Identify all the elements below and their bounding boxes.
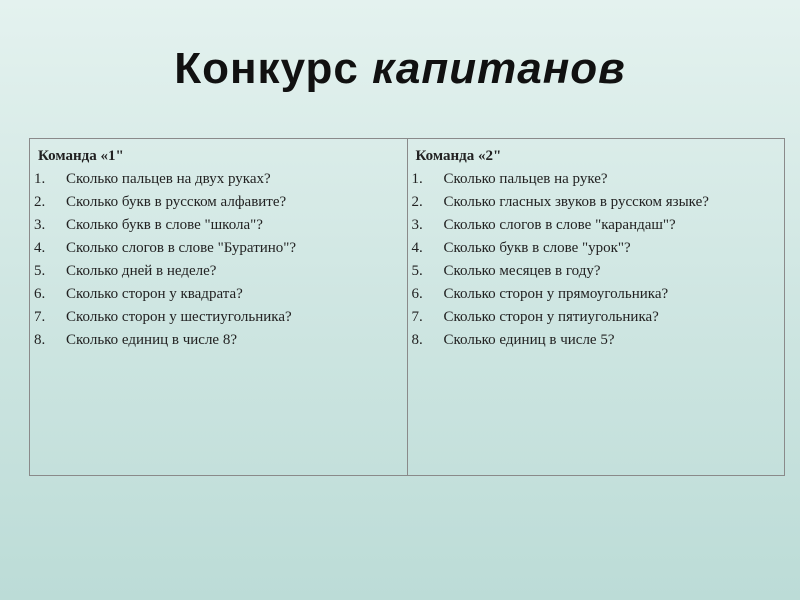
list-item — [412, 214, 779, 237]
item-number: 7. — [34, 309, 46, 325]
team-2-header: Команда «2" — [415, 148, 502, 164]
item-number: 6. — [411, 286, 423, 302]
list-item — [412, 329, 779, 352]
question-text: Сколько единиц в числе 8? — [66, 332, 237, 348]
team-2-question-list — [412, 168, 779, 352]
question-text: Сколько букв в слове "школа"? — [66, 217, 263, 233]
list-item — [34, 214, 401, 237]
item-number: 2. — [34, 194, 46, 210]
question-text: Сколько слогов в слове "Буратино"? — [66, 240, 297, 256]
title-word-captains: капитанов — [372, 44, 626, 93]
title-word-contest: Конкурс — [174, 44, 359, 93]
item-number: 6. — [34, 286, 46, 302]
list-item — [34, 283, 401, 306]
question-text: Сколько букв в русском алфавите? — [66, 194, 287, 210]
question-text: Сколько букв в слове "урок"? — [443, 240, 631, 256]
list-item — [34, 168, 401, 191]
list-item — [34, 191, 401, 214]
item-number: 3. — [34, 217, 46, 233]
list-item — [34, 329, 401, 352]
team-1-column — [30, 139, 407, 475]
list-item — [412, 260, 779, 283]
question-text: Сколько месяцев в году? — [443, 263, 601, 279]
item-number: 4. — [411, 240, 423, 256]
question-text: Сколько сторон у шестиугольника? — [66, 309, 292, 325]
item-number: 8. — [411, 332, 423, 348]
list-item — [412, 168, 779, 191]
list-item — [412, 237, 779, 260]
question-text: Сколько сторон у пятиугольника? — [443, 309, 659, 325]
item-number: 5. — [34, 263, 46, 279]
question-text: Сколько сторон у квадрата? — [66, 286, 243, 302]
item-number: 3. — [411, 217, 423, 233]
list-item — [34, 237, 401, 260]
list-item — [412, 306, 779, 329]
team-1-header: Команда «1" — [38, 148, 124, 164]
item-number: 1. — [34, 171, 46, 187]
questions-table — [29, 138, 785, 476]
question-text: Сколько слогов в слове "карандаш"? — [443, 217, 676, 233]
item-number: 8. — [34, 332, 46, 348]
question-text: Сколько гласных звуков в русском языке? — [443, 194, 709, 210]
question-text: Сколько пальцев на руке? — [443, 171, 608, 187]
item-number: 5. — [411, 263, 423, 279]
item-number: 2. — [411, 194, 423, 210]
list-item — [412, 283, 779, 306]
list-item — [34, 306, 401, 329]
item-number: 1. — [411, 171, 423, 187]
list-item — [34, 260, 401, 283]
team-1-question-list — [34, 168, 401, 352]
question-text: Сколько сторон у прямоугольника? — [443, 286, 669, 302]
list-item — [412, 191, 779, 214]
question-text: Сколько единиц в числе 5? — [443, 332, 615, 348]
team-2-column — [407, 139, 785, 475]
question-text: Сколько пальцев на двух руках? — [66, 171, 271, 187]
item-number: 4. — [34, 240, 46, 256]
item-number: 7. — [411, 309, 423, 325]
question-text: Сколько дней в неделе? — [66, 263, 217, 279]
slide-title — [0, 44, 800, 94]
